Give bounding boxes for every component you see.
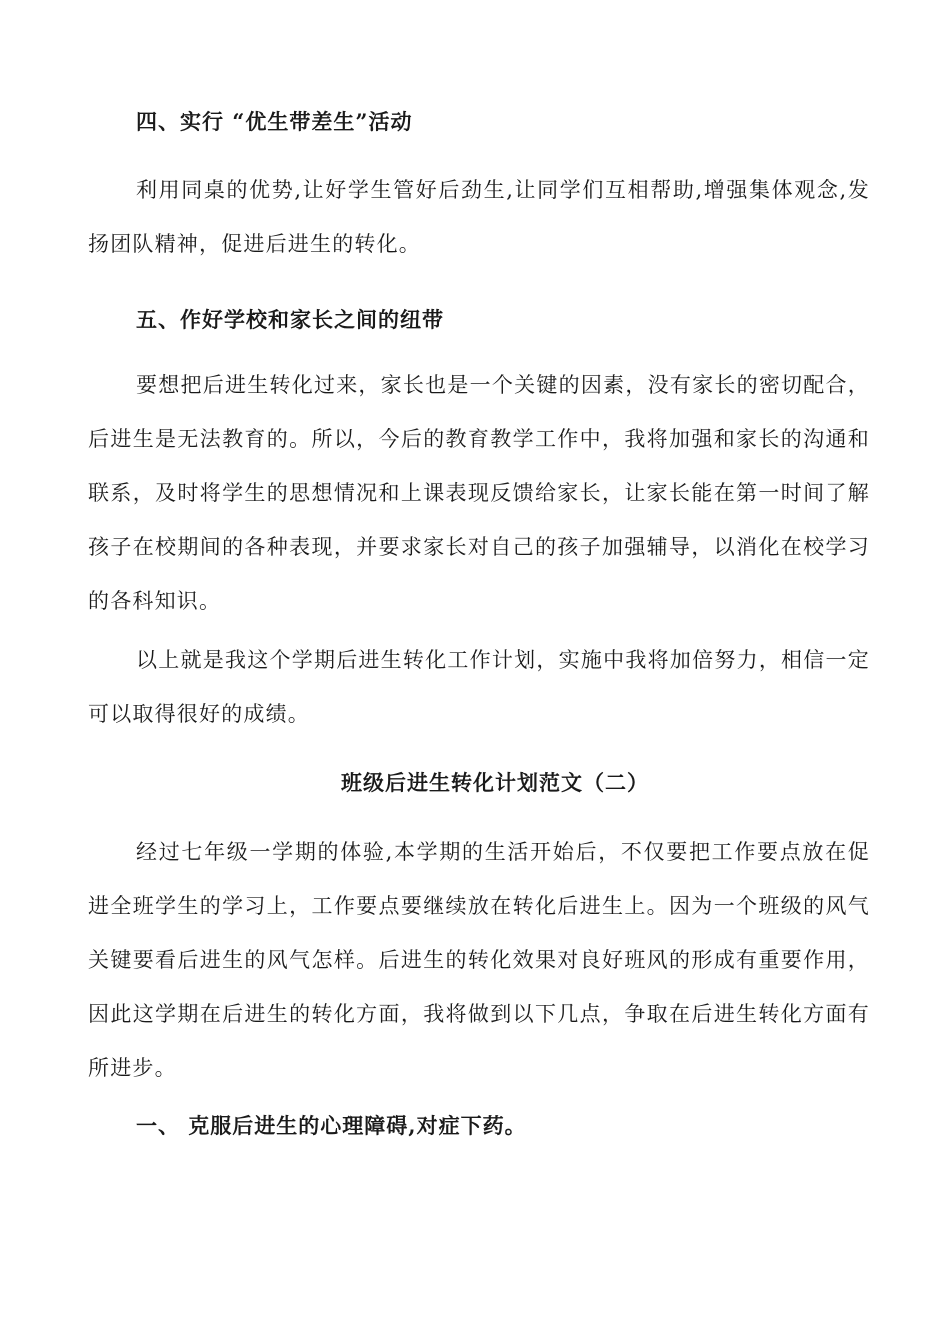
conclusion-paragraph: 以上就是我这个学期后进生转化工作计划，实施中我将加倍努力，相信一定可以取得很好的成绩。 <box>88 648 870 726</box>
document-title: 班级后进生转化计划范文（二） <box>341 770 649 795</box>
section-heading-4: 四、实行 “优生带差生”活动 <box>136 109 413 134</box>
item-heading-1: 一、 克服后进生的心理障碍,对症下药。 <box>136 1113 527 1138</box>
intro-paragraph: 经过七年级一学期的体验,本学期的生活开始后，不仅要把工作要点放在促进全班学生的学习上，工作要点要继续放在转化后进生上。因为一个班级的风气关键要看后进生的风气怎样。后进生的转化效果对良好班风的形成有重要作用，因此这学期在后进生的转化方面，我将做到以下几点，争取在后进生转化方面有所进步。 <box>88 840 870 1080</box>
section-heading-5: 五、作好学校和家长之间的纽带 <box>136 307 444 332</box>
section-body-4: 利用同桌的优势,让好学生管好后劲生,让同学们互相帮助,增强集体观念,发扬团队精神，促进后进生的转化。 <box>88 178 870 256</box>
section-body-5: 要想把后进生转化过来，家长也是一个关键的因素，没有家长的密切配合，后进生是无法教育的。所以，今后的教育教学工作中，我将加强和家长的沟通和联系，及时将学生的思想情况和上课表现反馈给家长，让家长能在第一时间了解孩子在校期间的各种表现，并要求家长对自己的孩子加强辅导，以消化在校学习的各科知识。 <box>88 373 870 613</box>
